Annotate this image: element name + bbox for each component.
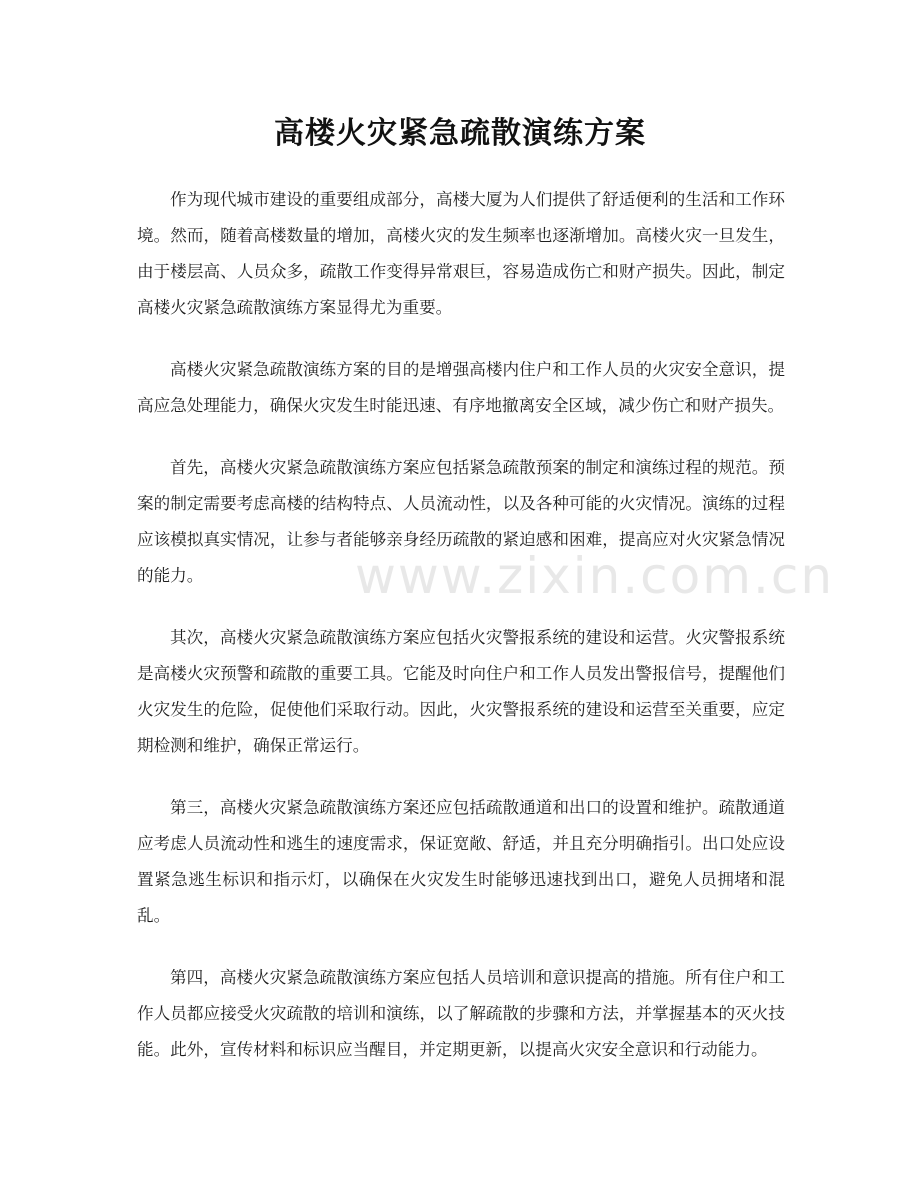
paragraph-2: 高楼火灾紧急疏散演练方案的目的是增强高楼内住户和工作人员的火灾安全意识，提高应急处理能力，确保火灾发生时能迅速、有序地撤离安全区域，减少伤亡和财产损失。 (137, 360, 785, 415)
paragraph-4: 其次，高楼火灾紧急疏散演练方案应包括火灾警报系统的建设和运营。火灾警报系统是高楼火灾预警和疏散的重要工具。它能及时向住户和工作人员发出警报信号，提醒他们火灾发生的危险，促使他们采取行动。因此，火灾警报系统的建设和运营至关重要，应定期检测和维护，确保正常运行。 (137, 628, 785, 755)
paragraph-6: 第四，高楼火灾紧急疏散演练方案应包括人员培训和意识提高的措施。所有住户和工作人员都应接受火灾疏散的培训和演练，以了解疏散的步骤和方法，并掌握基本的灭火技能。此外，宣传材料和标识应当醒目，并定期更新，以提高火灾安全意识和行动能力。 (137, 968, 785, 1059)
document-title: 高楼火灾紧急疏散演练方案 (274, 116, 646, 151)
paragraph-1: 作为现代城市建设的重要组成部分，高楼大厦为人们提供了舒适便利的生活和工作环境。然而，随着高楼数量的增加，高楼火灾的发生频率也逐渐增加。高楼火灾一旦发生，由于楼层高、人员众多，疏散工作变得异常艰巨，容易造成伤亡和财产损失。因此，制定高楼火灾紧急疏散演练方案显得尤为重要。 (137, 190, 785, 317)
paragraph-3: 首先，高楼火灾紧急疏散演练方案应包括紧急疏散预案的制定和演练过程的规范。预案的制定需要考虑高楼的结构特点、人员流动性，以及各种可能的火灾情况。演练的过程应该模拟真实情况，让参与者能够亲身经历疏散的紧迫感和困难，提高应对火灾紧急情况的能力。 (137, 458, 785, 585)
paragraph-5: 第三，高楼火灾紧急疏散演练方案还应包括疏散通道和出口的设置和维护。疏散通道应考虑人员流动性和逃生的速度需求，保证宽敞、舒适，并且充分明确指引。出口处应设置紧急逃生标识和指示灯，以确保在火灾发生时能够迅速找到出口，避免人员拥堵和混乱。 (137, 798, 785, 925)
watermark: www.zixin.com.cn (355, 547, 835, 605)
document-body (137, 182, 785, 1094)
